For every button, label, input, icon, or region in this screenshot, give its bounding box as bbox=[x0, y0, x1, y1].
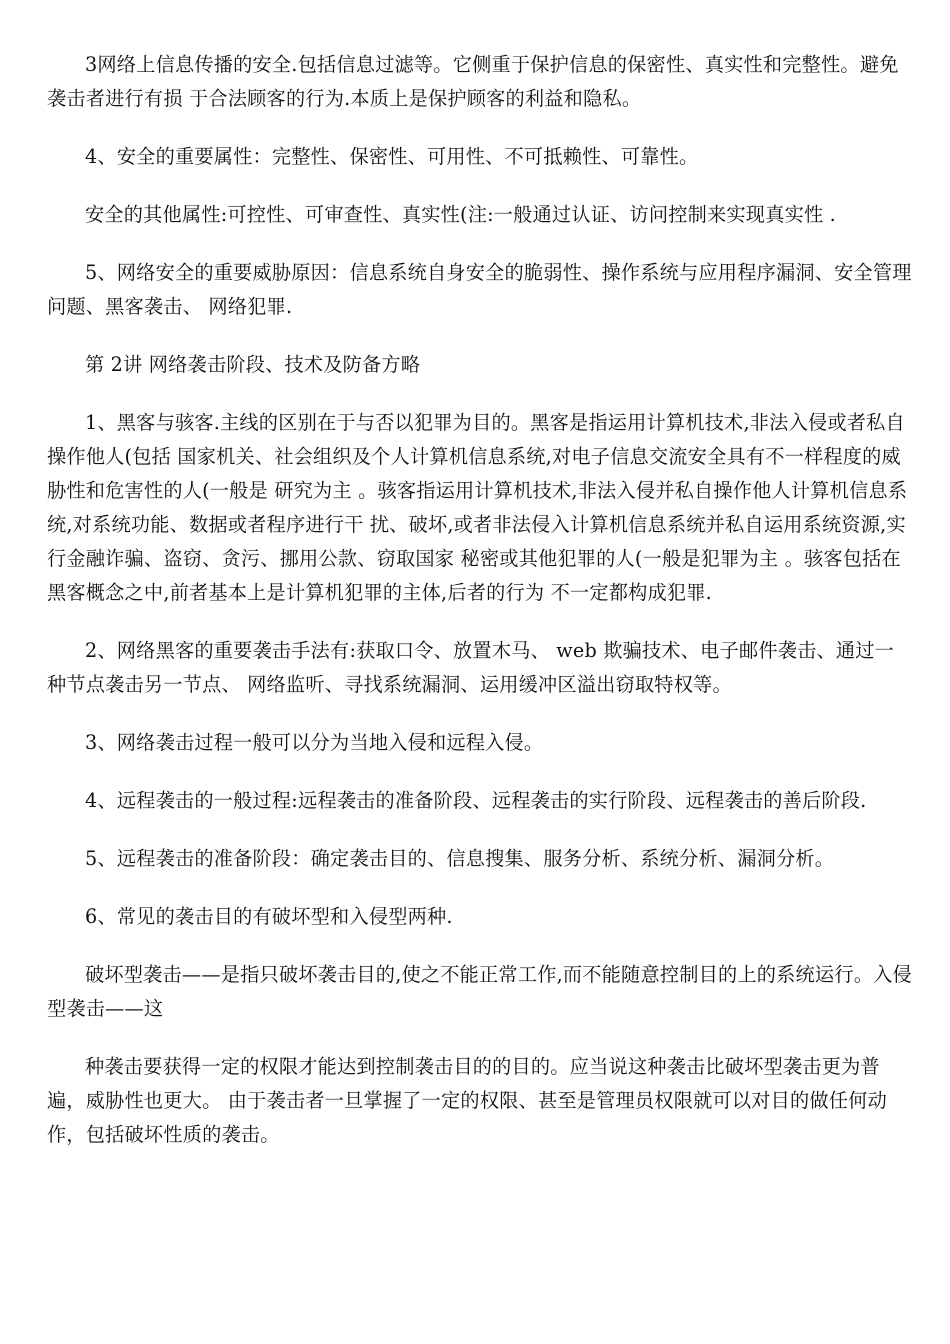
paragraph-destructive-attack: 破坏型袭击——是指只破坏袭击目的,使之不能正常工作,而不能随意控制目的上的系统运行。入侵型袭击——这 bbox=[47, 963, 912, 1020]
paragraph-network-info-security: 3网络上信息传播的安全.包括信息过滤等。它侧重于保护信息的保密性、真实性和完整性。避免袭击者进行有损 于合法顾客的行为.本质上是保护顾客的利益和隐私。 bbox=[47, 53, 899, 110]
paragraph-attack-goals: 6、常见的袭击目的有破坏型和入侵型两种. bbox=[85, 905, 453, 928]
paragraph-security-attributes: 4、安全的重要属性：完整性、保密性、可用性、不可抵赖性、可靠性。 bbox=[85, 145, 699, 168]
paragraph-intrusive-attack: 种袭击要获得一定的权限才能达到控制袭击目的的目的。应当说这种袭击比破坏型袭击更为普遍，威胁性也更大。 由于袭击者一旦掌握了一定的权限、甚至是管理员权限就可以对目的做任何动作，包括破坏性质的袭击。 bbox=[47, 1055, 887, 1146]
paragraph-preparation-stage: 5、远程袭击的准备阶段：确定袭击目的、信息搜集、服务分析、系统分析、漏洞分析。 bbox=[85, 847, 835, 870]
lecture-heading: 第 2讲 网络袭击阶段、技术及防备方略 bbox=[85, 353, 421, 376]
document-page bbox=[47, 48, 913, 1152]
paragraph-hacker-cracker: 1、黑客与骇客.主线的区别在于与否以犯罪为目的。黑客是指运用计算机技术,非法入侵或者私自操作他人(包括 国家机关、社会组织及个人计算机信息系统,对电子信息交流安全具有不一样程度的威胁性和危害性的人(一般是 研究为主 。骇客指运用计算机技术,非法入侵并私自操作他人计算机信息系统,对系统功能、数据或者程序进行干 扰、破坏,或者非法侵入计算机信息系统并私自运用系统资源,实行金融诈骗、盗窃、贪污、挪用公款、窃取国家 秘密或其他犯罪的人(一般是犯罪为主 。骇客包括在黑客概念之中,前者基本上是计算机犯罪的主体,后者的行为 不一定都构成犯罪. bbox=[47, 411, 908, 604]
paragraph-other-attributes: 安全的其他属性:可控性、可审查性、真实性(注:一般通过认证、访问控制来实现真实性 . bbox=[85, 203, 836, 226]
paragraph-remote-attack-process: 4、远程袭击的一般过程:远程袭击的准备阶段、远程袭击的实行阶段、远程袭击的善后阶段. bbox=[85, 789, 867, 812]
paragraph-attack-process: 3、网络袭击过程一般可以分为当地入侵和远程入侵。 bbox=[85, 731, 544, 754]
paragraph-security-threats: 5、网络安全的重要威胁原因：信息系统自身安全的脆弱性、操作系统与应用程序漏洞、安全管理问题、黑客袭击、 网络犯罪. bbox=[47, 261, 912, 318]
paragraph-attack-methods: 2、网络黑客的重要袭击手法有:获取口令、放置木马、 web 欺骗技术、电子邮件袭击、通过一种节点袭击另一节点、 网络监听、寻找系统漏洞、运用缓冲区溢出窃取特权等。 bbox=[47, 639, 895, 696]
